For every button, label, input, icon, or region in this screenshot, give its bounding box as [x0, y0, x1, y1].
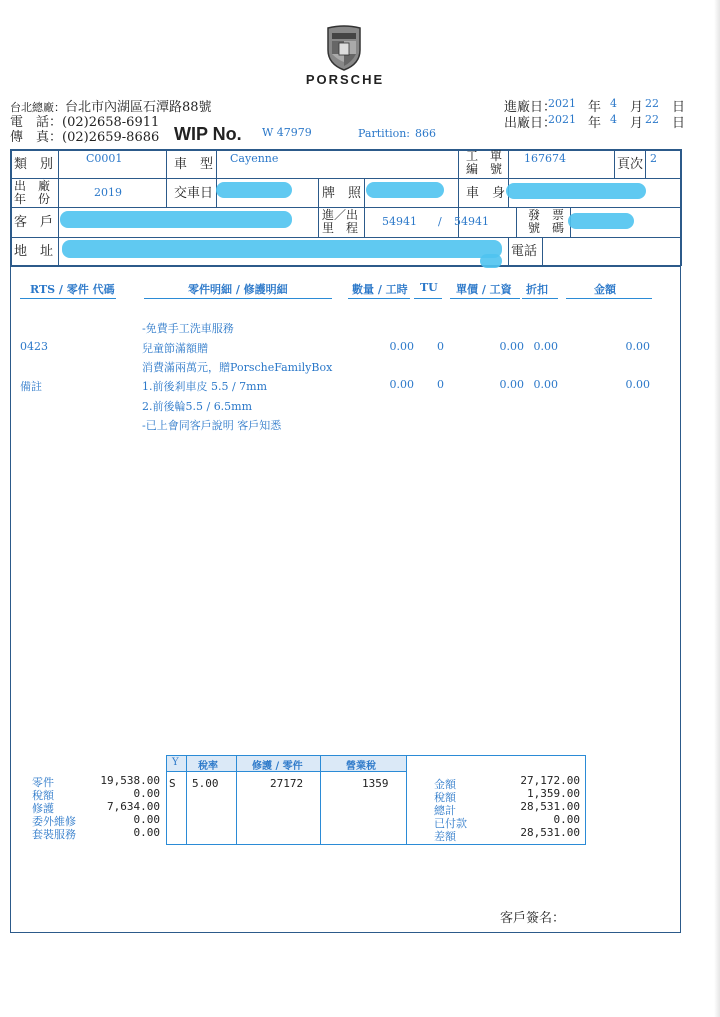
tax-col-vat: 營業稅 [346, 761, 376, 772]
redacted-delivery-date [216, 182, 292, 198]
partition-label: Partition: [358, 127, 411, 140]
invoice-label-line2: 號 碼 [528, 221, 565, 235]
in-day: 22 [645, 97, 659, 110]
repair-total-label: 修護 [32, 802, 54, 815]
porsche-crest-icon [324, 24, 364, 72]
mileage-in: 54941 [382, 215, 417, 228]
out-month-unit: 月 [630, 116, 644, 131]
item-2-amount: 0.00 [625, 378, 650, 391]
col-parts-code: RTS / 零件 代碼 [30, 283, 115, 296]
tax-base-value: 27172 [270, 777, 304, 790]
item-1-tu: 0 [437, 340, 444, 353]
repair-total-value: 7,634.00 [107, 800, 160, 813]
page-edge-shadow [714, 0, 720, 1017]
order-label [466, 150, 502, 176]
mileage-separator: / [438, 215, 442, 228]
customer-label: 客 戶 [14, 215, 54, 230]
redacted-address [62, 240, 502, 258]
address-field-label: 地 址 [14, 244, 54, 259]
amount-value: 27,172.00 [520, 774, 580, 787]
phone-field-label: 電話 [511, 244, 538, 259]
form-bottom-border [10, 932, 681, 933]
left-tax-value: 0.00 [133, 787, 160, 800]
item-2-discount: 0.00 [533, 378, 558, 391]
item-2-price: 0.00 [499, 378, 524, 391]
model-value: Cayenne [230, 152, 279, 165]
amount-label: 金額 [434, 778, 456, 791]
item-line-5: 2.前後輪5.5 / 6.5mm [142, 400, 253, 413]
col-discount: 折扣 [526, 283, 548, 296]
delivery-label: 交車日 [174, 186, 214, 201]
body-label: 車 身 [466, 186, 506, 201]
in-month-unit: 月 [630, 100, 644, 115]
in-month: 4 [610, 97, 617, 110]
paid-label: 已付款 [434, 817, 467, 830]
in-day-unit: 日 [672, 100, 686, 115]
grand-total-value: 28,531.00 [520, 800, 580, 813]
wip-number: W 47979 [262, 126, 312, 139]
year-label [14, 180, 50, 206]
item-2-qty: 0.00 [389, 378, 414, 391]
mileage-label-line1: 進／出 [322, 208, 359, 222]
partition-value: 866 [415, 127, 436, 140]
item-2-tu: 0 [437, 378, 444, 391]
company-address: 台北市內湖區石潭路88號 [65, 100, 212, 115]
fax-label: 傳 真： [10, 130, 63, 145]
category-label: 類 別 [14, 157, 54, 172]
phone-label: 電 話： [10, 115, 63, 130]
item-line-4: 1.前後剎車皮 5.5 / 7mm [142, 380, 268, 393]
parts-total-value: 19,538.00 [100, 774, 160, 787]
year-label-line1: 出 廠 [14, 179, 51, 193]
tax-col-y: Y [172, 757, 179, 768]
out-year: 2021 [548, 113, 576, 126]
tax-col-base: 修護 / 零件 [252, 761, 303, 772]
category-value: C0001 [86, 152, 123, 165]
page-label: 頁次 [617, 157, 644, 172]
tax-vat-value: 1359 [362, 777, 389, 790]
order-label-line1: 工 單 [466, 149, 503, 163]
balance-label: 差額 [434, 830, 456, 843]
company-address-row [10, 100, 212, 115]
grand-total-label: 總計 [434, 804, 456, 817]
package-label: 套裝服務 [32, 828, 76, 841]
item-1-amount: 0.00 [625, 340, 650, 353]
right-tax-label: 稅額 [434, 791, 456, 804]
out-year-unit: 年 [588, 116, 602, 131]
out-month: 4 [610, 113, 617, 126]
right-tax-value: 1,359.00 [527, 787, 580, 800]
item-line-1: -免費手工洗車服務 [142, 322, 234, 335]
col-qty: 數量 / 工時 [352, 283, 408, 296]
out-day-unit: 日 [672, 116, 686, 131]
col-detail: 零件明細 / 修護明細 [188, 283, 288, 296]
in-year-unit: 年 [588, 100, 602, 115]
item-1-discount: 0.00 [533, 340, 558, 353]
mileage-label [322, 209, 358, 235]
balance-value: 28,531.00 [520, 826, 580, 839]
item-1-price: 0.00 [499, 340, 524, 353]
item-code-1: 0423 [20, 340, 48, 353]
order-label-line2: 編 號 [466, 162, 503, 176]
item-line-6: -已上會同客戶說明 客戶知悉 [142, 419, 282, 432]
year-label-line2: 年 份 [14, 192, 51, 206]
outsource-value: 0.00 [133, 813, 160, 826]
redacted-invoice [568, 213, 634, 229]
item-line-2: 兒童節滿額贈 [142, 342, 208, 355]
form-left-border [10, 265, 11, 933]
tax-col-rate: 稅率 [198, 761, 218, 772]
col-amount: 金額 [594, 283, 616, 296]
in-year: 2021 [548, 97, 576, 110]
year-value: 2019 [94, 186, 122, 199]
in-date-label: 進廠日： [504, 100, 557, 115]
mileage-out: 54941 [454, 215, 489, 228]
porsche-wordmark: PORSCHE [305, 72, 385, 87]
tax-rate-value: 5.00 [192, 777, 219, 790]
plate-label: 牌 照 [322, 186, 362, 201]
company-phone: (02)2658-6911 [62, 115, 160, 130]
col-price: 單價 / 工資 [456, 283, 512, 296]
parts-total-label: 零件 [32, 776, 54, 789]
invoice-label-line1: 發 票 [528, 208, 565, 222]
address-label: 台北總廠： [10, 101, 65, 114]
invoice-label [528, 209, 564, 235]
paid-value: 0.00 [553, 813, 580, 826]
item-line-3: 消費滿兩萬元，贈PorscheFamilyBox [142, 361, 333, 374]
item-code-2: 備註 [20, 380, 42, 393]
model-label: 車 型 [174, 157, 214, 172]
customer-signature-label: 客戶簽名： [500, 911, 566, 926]
company-fax: (02)2659-8686 [62, 130, 160, 145]
redacted-vin [506, 183, 646, 199]
out-date-label: 出廠日： [504, 116, 557, 131]
company-phone-row [10, 115, 159, 130]
company-fax-row [10, 130, 159, 145]
item-1-qty: 0.00 [389, 340, 414, 353]
col-tu: TU [420, 281, 438, 294]
order-number: 167674 [524, 152, 566, 165]
package-value: 0.00 [133, 826, 160, 839]
page-value: 2 [650, 152, 657, 165]
tax-y-value: S [169, 777, 176, 790]
mileage-label-line2: 里 程 [322, 221, 359, 235]
left-tax-label: 稅額 [32, 789, 54, 802]
wip-label: WIP No. [174, 124, 242, 144]
form-right-border [680, 265, 681, 933]
redacted-customer [60, 211, 292, 228]
out-day: 22 [645, 113, 659, 126]
redacted-address-tail [480, 254, 502, 268]
redacted-plate [366, 182, 444, 198]
outsource-label: 委外維修 [32, 815, 76, 828]
